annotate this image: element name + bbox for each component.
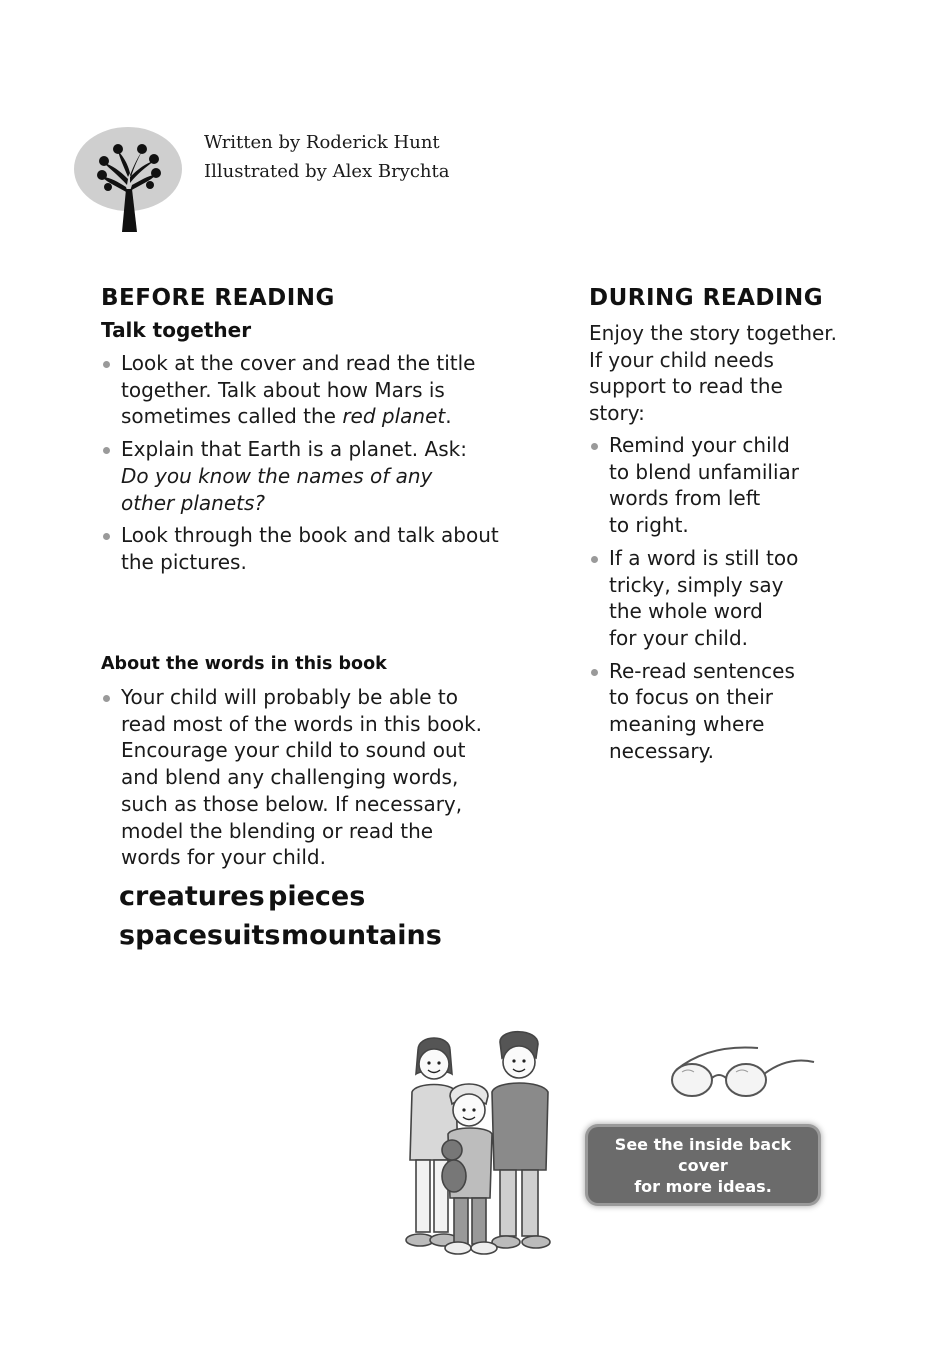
list-item: Re-read sentences to focus on their meaning where necessary. bbox=[589, 658, 849, 765]
note-line-2: for more ideas. bbox=[634, 1176, 772, 1196]
glasses-icon bbox=[668, 1042, 818, 1102]
during-reading-list bbox=[589, 432, 849, 770]
list-item: Look at the cover and read the title together. Talk about how Mars is sometimes called the red planet. bbox=[101, 350, 521, 430]
list-item: If a word is still too tricky, simply say the whole word for your child. bbox=[589, 545, 849, 652]
inside-back-cover-note bbox=[588, 1127, 818, 1203]
word-mountains: mountains bbox=[281, 920, 442, 951]
illustrator-credit: Illustrated by Alex Brychta bbox=[204, 161, 450, 182]
list-item: Your child will probably be able to read most of the words in this book. Encourage your child to sound out and blend any challenging words, such as those below. If necessary, model the blending or read the words for your child. bbox=[101, 684, 521, 871]
list-item: Look through the book and talk about the pictures. bbox=[101, 522, 521, 575]
during-reading-heading: DURING READING bbox=[589, 285, 824, 311]
list-item: Remind your child to blend unfamiliar words from left to right. bbox=[589, 432, 849, 539]
note-line-1: See the inside back cover bbox=[614, 1134, 792, 1175]
word-creatures: creatures bbox=[119, 881, 265, 912]
about-words-heading: About the words in this book bbox=[101, 654, 387, 674]
word-pieces: pieces bbox=[268, 881, 366, 912]
talk-together-heading: Talk together bbox=[101, 318, 252, 342]
list-item: Explain that Earth is a planet. Ask: Do you know the names of any other planets? bbox=[101, 436, 521, 516]
word-spacesuits: spacesuits bbox=[119, 920, 281, 951]
about-words-list bbox=[101, 684, 521, 877]
tree-logo-icon bbox=[74, 127, 184, 237]
author-credit: Written by Roderick Hunt bbox=[204, 132, 440, 153]
children-illustration bbox=[396, 1030, 556, 1258]
credits bbox=[204, 128, 450, 186]
before-reading-list bbox=[101, 350, 521, 582]
during-reading-intro: Enjoy the story together. If your child needs support to read the story: bbox=[589, 321, 838, 426]
before-reading-heading: BEFORE READING bbox=[101, 285, 335, 311]
